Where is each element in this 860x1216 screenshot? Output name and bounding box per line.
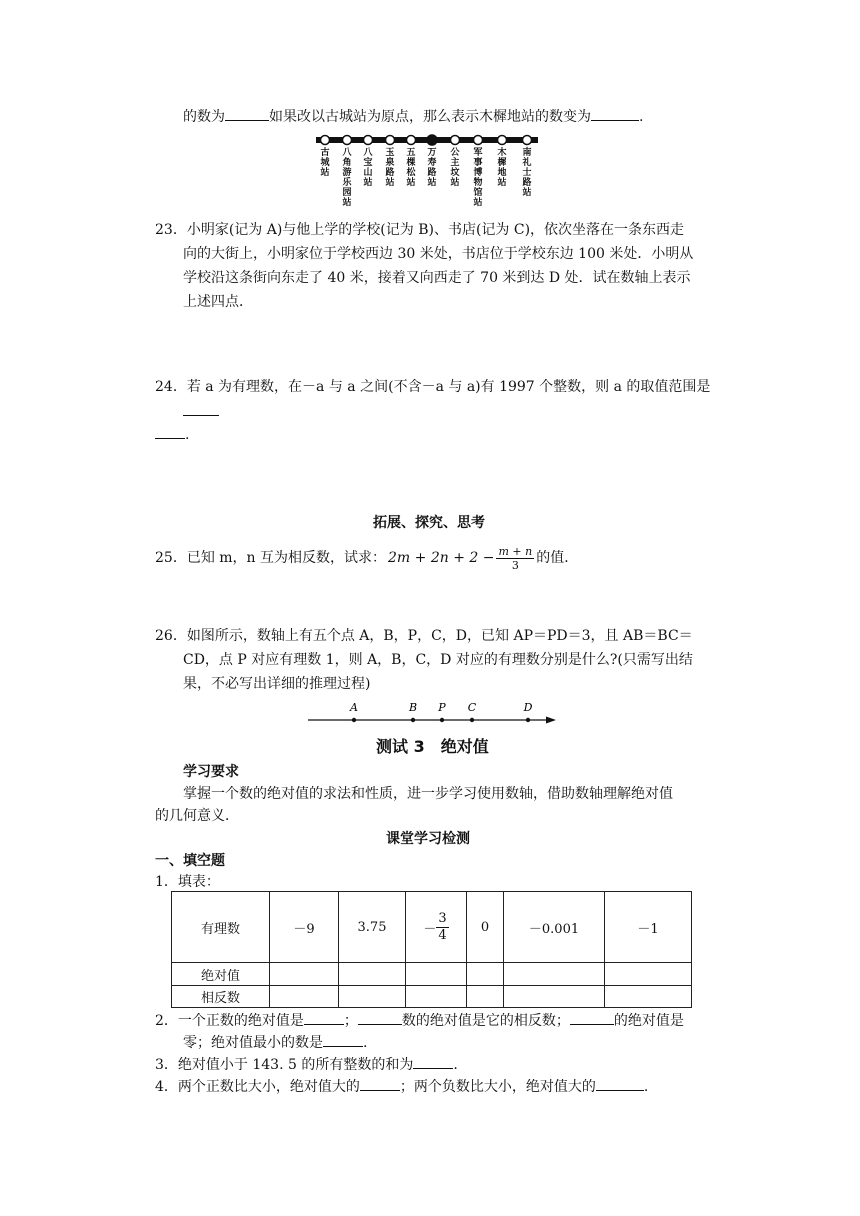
- station-label: 军事博物馆站: [473, 148, 483, 208]
- answer-cell[interactable]: [339, 986, 406, 1008]
- question-23: [155, 220, 693, 316]
- table-cell: 3.75: [339, 892, 406, 963]
- point-label-P: P: [438, 701, 446, 714]
- answer-cell[interactable]: [270, 986, 339, 1008]
- question-24: [155, 377, 710, 425]
- station-label: 木樨地站: [497, 148, 507, 188]
- table-cell: －1: [605, 892, 692, 963]
- row-header: 相反数: [172, 986, 270, 1008]
- answer-cell[interactable]: [605, 963, 692, 986]
- answer-blank[interactable]: [596, 1076, 644, 1091]
- q26-line: 果，不必写出详细的推理过程): [183, 676, 371, 692]
- point-A: [352, 718, 356, 722]
- q22-text2: 如果改以古城站为原点，那么表示木樨地站的数变为: [269, 109, 591, 125]
- answer-blank[interactable]: [358, 1010, 402, 1025]
- station-label: 玉泉路站: [385, 148, 395, 188]
- table-cell: －0.001: [504, 892, 605, 963]
- q26-line: 26．如图所示，数轴上有五个点 A，B，P，C，D，已知 AP＝PD＝3，且 AB＝BC＝: [155, 628, 693, 644]
- fill-table: [171, 891, 692, 1008]
- requirements-line1: 掌握一个数的绝对值的求法和性质，进一步学习使用数轴，借助数轴理解绝对值: [183, 786, 673, 802]
- point-label-A: A: [350, 701, 358, 714]
- answer-cell[interactable]: [339, 963, 406, 986]
- point-C: [470, 718, 474, 722]
- point-B: [411, 718, 415, 722]
- station-dot: [451, 136, 460, 145]
- answer-blank[interactable]: [155, 424, 185, 439]
- answer-blank[interactable]: [360, 1076, 400, 1091]
- answer-blank[interactable]: [225, 106, 269, 121]
- station-label: 南礼士路站: [522, 148, 532, 198]
- question-2-line2: 零；绝对值最小的数是 .: [183, 1032, 367, 1053]
- station-label: 八宝山站: [363, 148, 373, 188]
- station-label: 八角游乐园站: [342, 148, 352, 208]
- answer-cell[interactable]: [605, 986, 692, 1008]
- station-dot: [407, 136, 416, 145]
- q25-suffix: 的值．: [536, 550, 579, 566]
- q1-label: 1．填表：: [155, 874, 220, 890]
- number-line-arrow: [546, 717, 556, 724]
- station-label: 万寿路站: [427, 148, 437, 188]
- answer-cell[interactable]: [270, 963, 339, 986]
- station-label: 公主坟站: [450, 148, 460, 188]
- table-cell: 0: [467, 892, 504, 963]
- answer-cell[interactable]: [406, 986, 467, 1008]
- test3-title: 测试 3 绝对值: [376, 737, 489, 756]
- station-dot: [321, 136, 330, 145]
- answer-blank[interactable]: [591, 106, 639, 121]
- answer-cell[interactable]: [504, 986, 605, 1008]
- station-dot: [343, 136, 352, 145]
- answer-blank[interactable]: [183, 401, 219, 416]
- q25-expression: 2m + 2n + 2 −: [388, 550, 495, 566]
- section-fill-blanks: 一、填空题: [155, 853, 225, 869]
- question-2: 2．一个正数的绝对值是 ； 数的绝对值是它的相反数； 的绝对值是: [155, 1010, 684, 1031]
- q25-prefix: 25．已知 m，n 互为相反数，试求：: [155, 550, 387, 566]
- question-3: 3．绝对值小于 143. 5 的所有整数的和为 .: [155, 1054, 458, 1075]
- point-label-B: B: [408, 701, 418, 714]
- q25-fraction: $\frac{m + n}{3}$: [498, 544, 533, 572]
- answer-cell[interactable]: [467, 963, 504, 986]
- station-dot: [386, 136, 395, 145]
- station-label: 五棵松站: [406, 148, 416, 188]
- answer-blank[interactable]: [304, 1010, 344, 1025]
- row-header: 有理数: [172, 892, 270, 963]
- q23-line: 23．小明家(记为 A)与他上学的学校(记为 B)、书店(记为 C)，依次坐落在一条东西走: [155, 222, 685, 238]
- row-header: 绝对值: [172, 963, 270, 986]
- requirements-heading: 学习要求: [183, 764, 239, 780]
- point-label-C: C: [467, 701, 477, 714]
- q24-line1: 24．若 a 为有理数，在－a 与 a 之间(不含－a 与 a)有 1997 个整数，则 a 的取值范围是: [155, 379, 711, 395]
- point-P: [440, 718, 444, 722]
- q24-line3: .: [155, 424, 189, 445]
- q23-line: 学校沿这条街向东走了 40 米，接着又向西走了 70 米到达 D 处．试在数轴上表示: [183, 270, 691, 286]
- q23-line: 向的大街上，小明家位于学校西边 30 米处，书店位于学校东边 100 米处．小明从: [183, 246, 694, 262]
- station-dot: [427, 135, 437, 145]
- section-title-extend: 拓展、探究、思考: [373, 515, 485, 531]
- answer-blank[interactable]: [570, 1010, 614, 1025]
- question-25: [155, 538, 578, 578]
- station-dot: [523, 136, 532, 145]
- answer-blank[interactable]: [413, 1054, 453, 1069]
- q26-line: CD，点 P 对应有理数 1，则 A，B，C，D 对应的有理数分别是什么?(只需写出结: [183, 652, 693, 668]
- question-26: [155, 626, 693, 698]
- class-check-heading: 课堂学习检测: [386, 831, 470, 847]
- q23-line: 上述四点．: [183, 294, 253, 310]
- question-4: 4．两个正数比大小，绝对值大的 ；两个负数比大小，绝对值大的 .: [155, 1076, 648, 1097]
- answer-blank[interactable]: [323, 1032, 363, 1047]
- station-label: 古城站: [320, 148, 330, 178]
- station-dot: [474, 136, 483, 145]
- table-cell: －9: [270, 892, 339, 963]
- number-line-diagram: [304, 700, 560, 730]
- point-D: [526, 718, 530, 722]
- station-dot: [498, 136, 507, 145]
- table-cell-fraction: － $\frac{3}{4}$: [406, 892, 467, 963]
- point-label-D: D: [523, 701, 533, 714]
- station-dot: [364, 136, 373, 145]
- fraction: $\frac{3}{4}$: [438, 910, 447, 943]
- requirements-line2: 的几何意义．: [155, 808, 239, 824]
- q22-tail: 的数为 如果改以古城站为原点，那么表示木樨地站的数变为 .: [183, 106, 643, 127]
- answer-cell[interactable]: [504, 963, 605, 986]
- answer-cell[interactable]: [406, 963, 467, 986]
- answer-cell[interactable]: [467, 986, 504, 1008]
- q22-text1: 的数为: [183, 109, 225, 125]
